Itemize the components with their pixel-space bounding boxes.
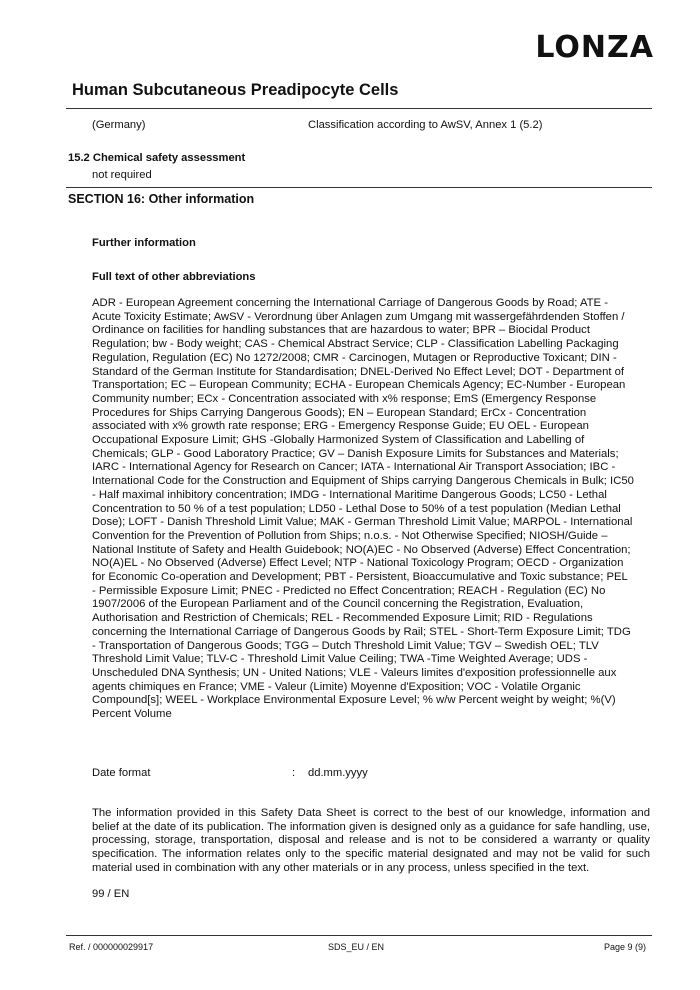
regulation-classification: Classification according to AwSV, Annex 1 (5.2) [308, 119, 543, 131]
further-information-label: Further information [92, 237, 196, 249]
version-code: 99 / EN [92, 888, 130, 900]
abbreviations-heading: Full text of other abbreviations [92, 271, 256, 283]
regulation-country: (Germany) [92, 119, 146, 131]
header-divider [66, 108, 652, 109]
lonza-logo: LONZA [535, 30, 654, 65]
footer-divider [66, 935, 652, 936]
footer-ref: Ref. / 000000029917 [69, 942, 154, 952]
section-16-heading: SECTION 16: Other information [68, 192, 255, 206]
footer-sds-code: SDS_EU / EN [328, 942, 385, 952]
date-format-label: Date format [92, 767, 151, 779]
abbreviations-text: ADR - European Agreement concerning the International Carriage of Dangerous Goods by Road; ATE - Acute Toxicity Estimate; AwSV - Verordnung über Anlagen zum Umgang mit wassergefährdenden Stoffen / Ordinance on facilities for handling substances that are hazardous to water; BPR – Biocidal Product Regulation; bw - Body weight; CAS - Chemical Abstract Service; CLP - Classification Labelling Packaging Regulation, Regulation (EC) No 1272/2008; CMR - Carcinogen, Mutagen or Reproductive Toxicant; DIN - Standard of the German Institute for Standardisation; DNEL-Derived No Effect Level; DOT - Department of Transportation; EC – European Community; ECHA - European Chemicals Agency; EC-Number - European Community number; ECx - Concentration associated with x% response; EmS (Emergency Response Procedures for Ships Carrying Dangerous Goods); EN – European Standard; ErCx - Concentration associated with x% growth rate response; ERG - Emergency Response Guide; EU OEL - European Occupational Exposure Limit; GHS -Globally Harmonized System of Classification and Labelling of Chemicals; GLP - Good Laboratory Practice; GV – Danish Exposure Limits for Substances and Materials; IARC - International Agency for Research on Cancer; IATA - International Air Transport Association; IBC - International Code for the Construction and Equipment of Ships carrying Dangerous Chemicals in Bulk; IC50 - Half maximal inhibitory concentration; IMDG - International Maritime Dangerous Goods; LC50 - Lethal Concentration to 50 % of a test population; LD50 - Lethal Dose to 50% of a test population (Median Lethal Dose); LOFT - Danish Threshold Limit Value; MAK - German Threshold Limit Value; MARPOL - International Convention for the Prevention of Pollution from Ships; n.o.s. - Not Otherwise Specified; NIOSH/Guide – National Institute of Safety and Health Guidebook; NO(A)EC - No Observed (Adverse) Effect Concentration; NO(A)EL - No Observed (Adverse) Effect Level; NTP - National Toxicology Program; OECD - Organization for Economic Co-operation and Development; PBT - Persistent, Bioaccumulative and Toxic substance; PEL - Permissible Exposure Limit; PNEC - Predicted no Effect Concentration; REACH - Regulation (EC) No 1907/2006 of the European Parliament and of the Council concerning the Registration, Evaluation, Authorisation and Restriction of Chemicals; REL - Recommended Exposure Limit; RID - Regulations concerning the International Carriage of Dangerous Goods by Rail; STEL - Short-Term Exposure Limit; TDG - Transportation of Dangerous Goods; TGG – Dutch Threshold Limit Value; TGV – Swedish OEL; TLV Threshold Limit Value; TLV-C - Threshold Limit Value Ceiling; TWA -Time Weighted Average; UDS - Unscheduled DNA Synthesis; UN - United Nations; VLE - Valeurs limites d'exposition professionnelle aux agents chimiques en France; VME - Valeur (Limite) Moyenne d'Exposition; VOC - Volatile Organic Compound[s]; WEEL - Workplace Environmental Exposure Level; % w/w Percent weight by weight; %(V) Percent Volume [92, 297, 634, 721]
section-divider [66, 187, 652, 188]
disclaimer-text: The information provided in this Safety Data Sheet is correct to the best of our knowledge, information and belief at the date of its publication. The information given is designed only as a guidance for safe handling, use, processing, storage, transportation, disposal and release and is not to be considered a warranty or quality specification. The information relates only to the specific material designated and may not be valid for such material used in combination with any other materials or in any process, unless specified in the text. [92, 807, 650, 874]
chemical-safety-value: not required [92, 169, 152, 181]
footer-page-number: Page 9 (9) [603, 942, 646, 952]
date-format-separator: : [292, 767, 296, 779]
document-title: Human Subcutaneous Preadipocyte Cells [72, 81, 399, 99]
chemical-safety-heading: 15.2 Chemical safety assessment [68, 152, 246, 164]
date-format-value: dd.mm.yyyy [308, 767, 368, 779]
